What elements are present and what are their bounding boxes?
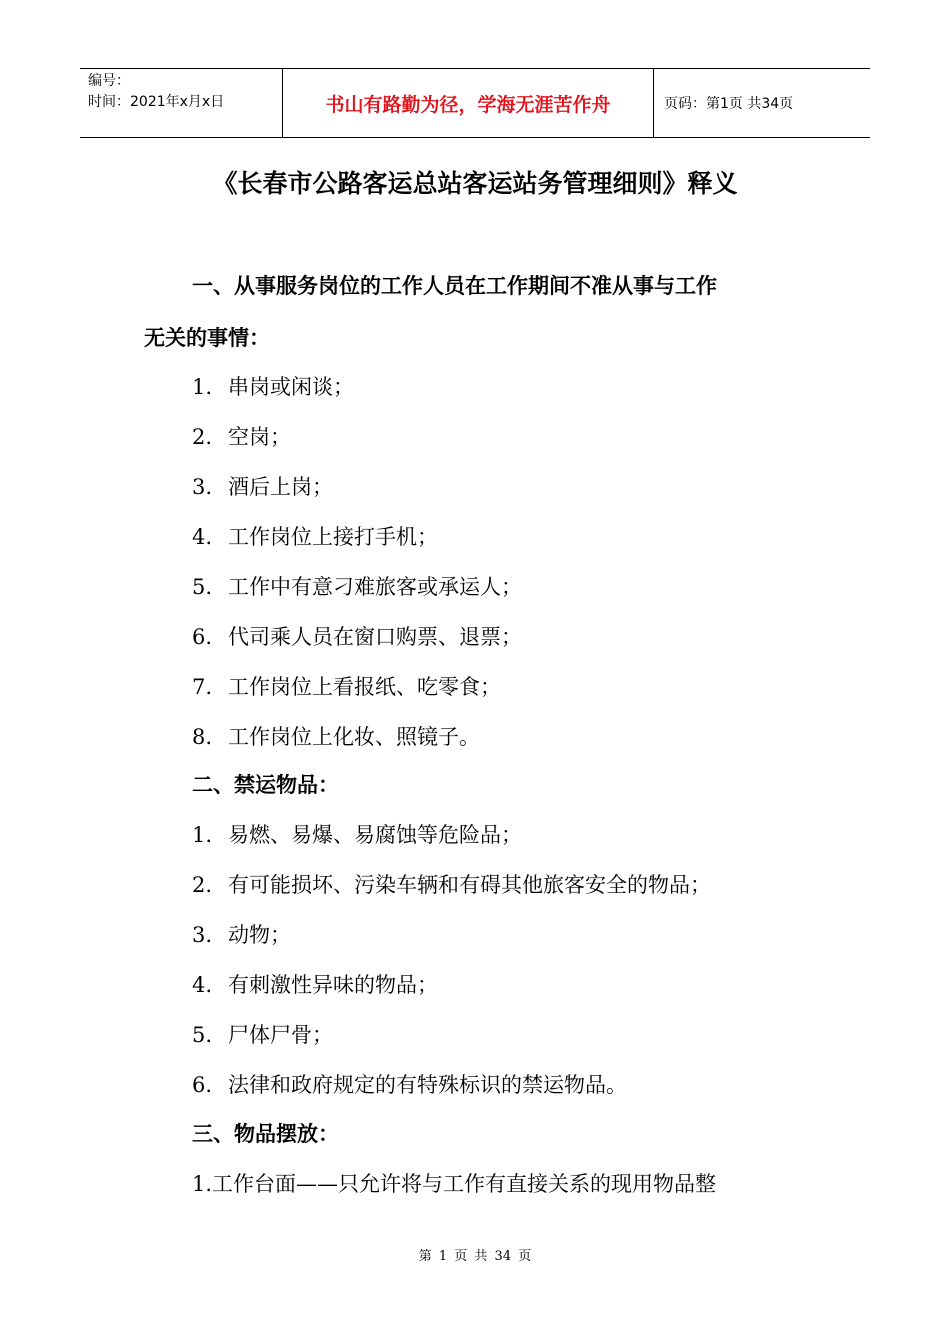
list-item xyxy=(192,969,438,999)
list-item-number: 2. xyxy=(192,873,213,897)
list-item-number: 8. xyxy=(192,725,213,749)
list-item xyxy=(192,869,711,899)
list-item-number: 6. xyxy=(192,625,213,649)
list-item-number: 4. xyxy=(192,525,213,549)
list-item-text: 代司乘人员在窗口购票、退票； xyxy=(228,625,522,649)
list-item xyxy=(192,1069,627,1099)
list-item-number: 2. xyxy=(192,425,213,449)
page-header xyxy=(80,68,870,138)
document-number-label: 编号： xyxy=(88,73,130,89)
list-item xyxy=(192,621,522,651)
list-item-text: 工作岗位上看报纸、吃零食； xyxy=(228,675,501,699)
list-item-number: 5. xyxy=(192,575,213,599)
section-1-heading-line-2: 无关的事情： xyxy=(144,326,270,350)
list-item xyxy=(192,571,522,601)
list-item-text: 易燃、易爆、易腐蚀等危险品； xyxy=(228,823,522,847)
document-title: 《长春市公路客运总站客运站务管理细则》释义 xyxy=(212,169,738,198)
list-item-text: 法律和政府规定的有特殊标识的禁运物品。 xyxy=(228,1073,627,1097)
header-motto: 书山有路勤为径，学海无涯苦作舟 xyxy=(282,69,654,137)
list-item xyxy=(192,1019,333,1049)
list-item xyxy=(192,819,522,849)
list-item-text: 串岗或闲谈； xyxy=(228,375,354,399)
list-item-number: 6. xyxy=(192,1073,213,1097)
list-item-text: 有可能损坏、污染车辆和有碍其他旅客安全的物品； xyxy=(228,873,711,897)
header-page-info: 页码：第1页 共34页 xyxy=(664,96,794,112)
list-item xyxy=(192,919,291,949)
list-item-number: 3. xyxy=(192,923,213,947)
list-item xyxy=(192,521,438,551)
list-item-text: 尸体尸骨； xyxy=(228,1023,333,1047)
list-item-text: 动物； xyxy=(228,923,291,947)
section-3-heading: 三、物品摆放： xyxy=(192,1122,339,1146)
section-2-heading: 二、禁运物品： xyxy=(192,773,339,797)
list-item-number: 1. xyxy=(192,823,213,847)
list-item xyxy=(192,721,480,751)
page-footer: 第 1 页 共 34 页 xyxy=(418,1249,532,1264)
header-meta xyxy=(80,69,282,137)
list-item xyxy=(192,671,501,701)
list-item-text: 工作岗位上化妆、照镜子。 xyxy=(228,725,480,749)
list-item xyxy=(192,471,333,501)
document-date-label: 时间：2021年x月x日 xyxy=(88,94,225,110)
list-item-text: 工作岗位上接打手机； xyxy=(228,525,438,549)
list-item-text: 有刺激性异味的物品； xyxy=(228,973,438,997)
list-item-text: 酒后上岗； xyxy=(228,475,333,499)
list-item-number: 4. xyxy=(192,973,213,997)
list-item xyxy=(192,421,291,451)
section-3-paragraph: 1.工作台面——只允许将与工作有直接关系的现用物品整 xyxy=(192,1172,717,1196)
list-item-number: 7. xyxy=(192,675,213,699)
list-item-number: 3. xyxy=(192,475,213,499)
list-item xyxy=(192,371,354,401)
list-item-text: 工作中有意刁难旅客或承运人； xyxy=(228,575,522,599)
list-item-number: 5. xyxy=(192,1023,213,1047)
list-item-text: 空岗； xyxy=(228,425,291,449)
list-item-number: 1. xyxy=(192,375,213,399)
section-1-heading-line-1: 一、从事服务岗位的工作人员在工作期间不准从事与工作 xyxy=(192,274,717,298)
